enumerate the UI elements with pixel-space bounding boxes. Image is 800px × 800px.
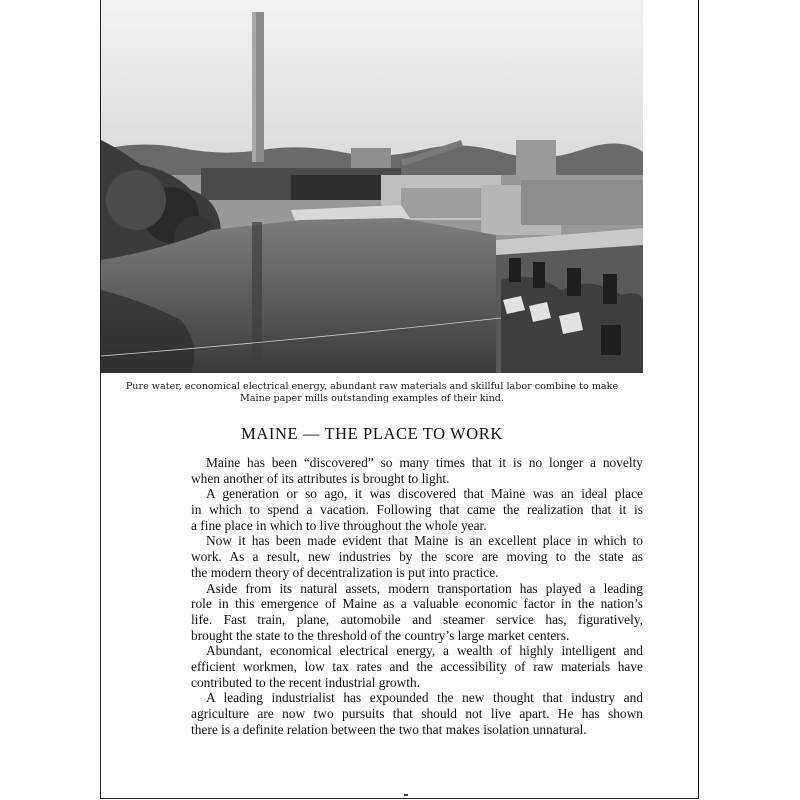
text-line: role in this emergence of Maine as a valuable economic factor in the nation’s — [191, 596, 643, 612]
photo-caption — [101, 381, 643, 404]
page-title: MAINE — THE PLACE TO WORK — [241, 424, 503, 443]
paragraph — [191, 486, 643, 533]
text-line: A leading industrialist has expounded the new thought that industry and — [206, 690, 643, 706]
page-mark — [404, 794, 408, 796]
paragraph — [191, 690, 643, 737]
text-line: the modern theory of decentralization is put into practice. — [191, 564, 499, 580]
text-line: in which to spend a vacation. Following that came the realization that it is — [191, 502, 643, 518]
text-line: A generation or so ago, it was discovered that Maine was an ideal place — [206, 486, 643, 502]
text-line: Now it has been made evident that Maine is an excellent place in which to — [206, 533, 643, 549]
text-line: contributed to the recent industrial growth. — [191, 674, 421, 690]
article-body — [191, 455, 643, 737]
paper-mill-photo — [101, 0, 643, 373]
paragraph — [191, 455, 643, 486]
text-line: work. As a result, new industries by the score are moving to the state as — [191, 549, 643, 565]
caption-line: Pure water, economical electrical energy, abundant raw materials and skillful labor combine to make — [125, 381, 619, 392]
paragraph — [191, 581, 643, 644]
paragraph — [191, 533, 643, 580]
text-line: when another of its attributes is brought to light. — [191, 470, 450, 486]
paragraph — [191, 643, 643, 690]
text-line: life. Fast train, plane, automobile and steamer service has, figuratively, — [191, 611, 643, 627]
text-line: brought the state to the threshold of the country’s large market centers. — [191, 627, 570, 643]
text-line: agriculture are now two pursuits that should not live apart. He has shown — [191, 706, 643, 721]
text-line: Maine has been “discovered” so many times that it is no longer a novelty — [206, 455, 643, 470]
text-line: a fine place in which to live throughout the whole year. — [191, 517, 487, 533]
text-line: Aside from its natural assets, modern transportation has played a leading — [206, 580, 643, 596]
text-line: Abundant, economical electrical energy, a wealth of highly intelligent and — [206, 643, 643, 659]
document-page — [100, 0, 699, 799]
text-line: efficient workmen, low tax rates and the accessibility of raw materials have — [191, 658, 643, 674]
text-line: there is a definite relation between the two that makes isolation unnatural. — [191, 721, 587, 737]
caption-line: Maine paper mills outstanding examples of their kind. — [240, 392, 504, 404]
